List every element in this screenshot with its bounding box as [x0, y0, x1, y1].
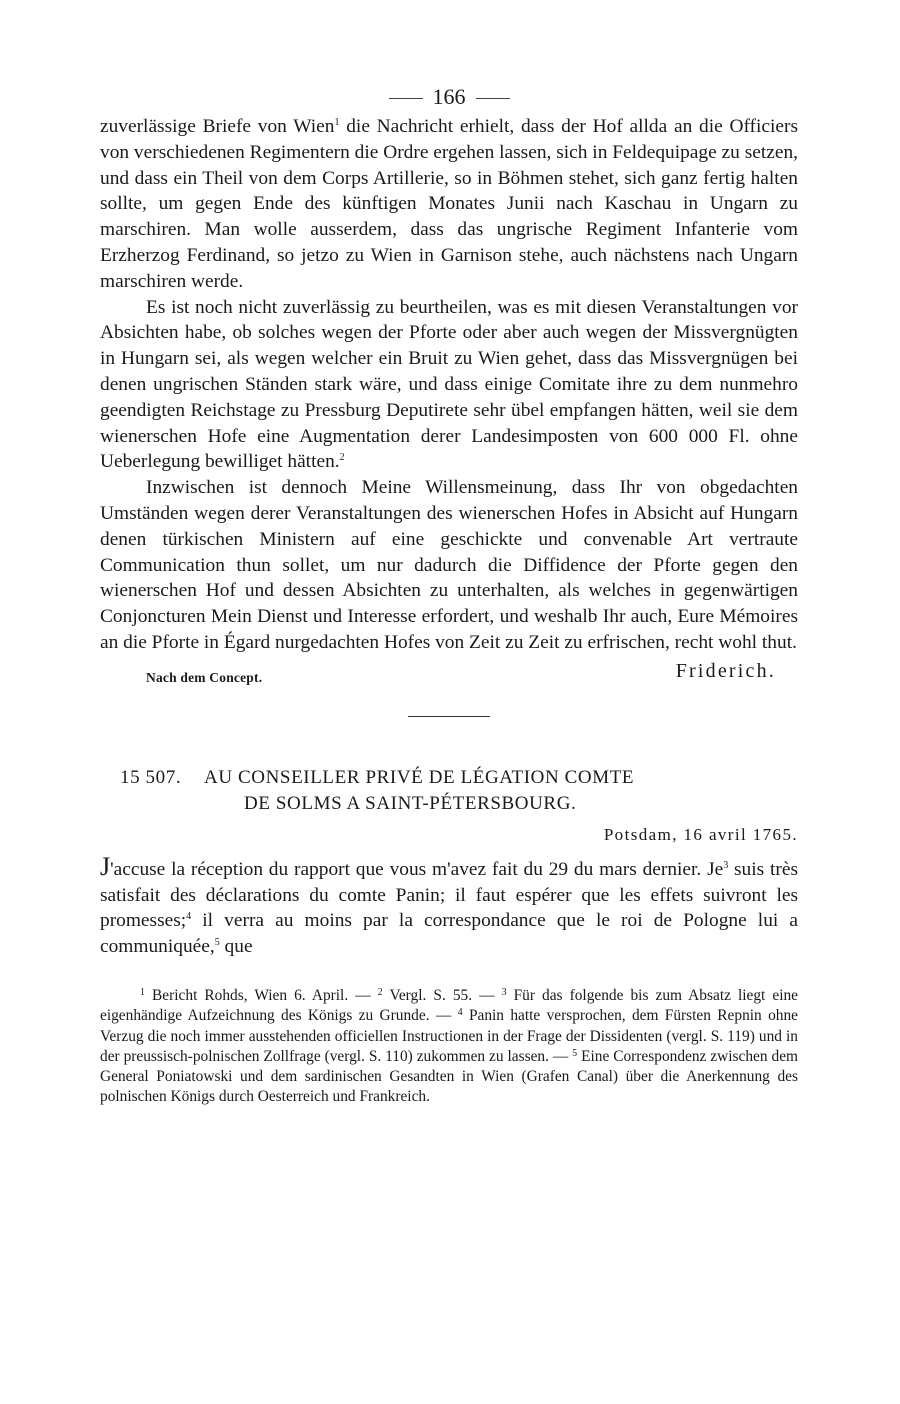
footnote-5: Eine Correspondenz zwischen dem General Poniatowski und dem sardinischen Gesandten in Wien (Grafen Canal) über die Anerkennung des polnischen Königs durch Oesterreich und Frankreich. — [100, 1047, 798, 1106]
initial-letter: J — [100, 851, 111, 881]
letter-body: J'accuse la réception du rapport que vous m'avez fait du 29 du mars dernier. Je$^3$ suis très satisfait des déclarations du comte Panin; il faut espérer que les effets suivront les promesses;$^4$ il verra au moins par la correspondance que le roi de Pologne lui a communiquée,$^5$ que — [100, 851, 798, 958]
footnote-2: Vergl. S. 55. — — [382, 986, 502, 1004]
footnotes — [100, 986, 798, 1108]
signature-row — [100, 660, 798, 690]
footnote-num-1: 1 — [140, 986, 145, 998]
footnote-ref-4: 4 — [186, 911, 192, 923]
footnote-4: Panin hatte versprochen, dem Fürsten Repnin ohne Verzug die noch immer ausstehenden officiellen Instructionen in der Frage der Dissidenten (vergl. S. 119) und in der preussisch-polnischen Zollfrage (vergl. S. 110) zukommen zu lassen. — — [100, 1007, 798, 1065]
footnote-num-4: 4 — [457, 1007, 463, 1019]
header-rule-left — [389, 98, 423, 99]
dateline: Potsdam, 16 avril 1765. — [603, 824, 798, 844]
footnote-ref-5: 5 — [214, 937, 220, 949]
page-header — [100, 80, 798, 114]
footnote-ref-2: 2 — [339, 452, 345, 464]
footnote-3: Für das folgende bis zum Absatz liegt eine eigenhändige Aufzeichnung des Königs zu Grunde. — — [100, 986, 799, 1025]
letter-heading-line1: 15 507. AU CONSEILLER PRIVÉ DE LÉGATION COMTE — [100, 765, 798, 791]
footnote-num-2: 2 — [377, 986, 383, 998]
header-rule-right — [476, 98, 510, 99]
source-note: Nach dem Concept. — [146, 669, 263, 685]
letter-body-previous — [100, 114, 798, 656]
footnote-1: Bericht Rohds, Wien 6. April. — — [145, 986, 378, 1004]
letter-heading-line2: DE SOLMS A SAINT-PÉTERSBOURG. — [244, 792, 577, 814]
paragraph-2: Es ist noch nicht zuverlässig zu beurtheilen, was es mit diesen Veranstaltungen vor Absichten habe, ob solches wegen der Pforte oder aber auch wegen der Missvergnügten in Hungarn sei, als wegen welcher ein Bruit zu Wien gehet, dass das Missvergnügen bei denen ungrischen Ständen stark wäre, und dass einige Comitate ihre zu dem nunmehro geendigten Reichstage zu Pressburg Deputirete sehr übel empfangen hätten, weil sie dem wienerschen Hofe eine Augmentation derer Landesimposten von 600 000 Fl. ohne Ueberlegung bewilliget hätten.$^2$ — [100, 296, 798, 473]
footnote-block — [100, 986, 798, 1108]
section-divider — [408, 716, 490, 717]
paragraph-3: Inzwischen ist dennoch Meine Willensmeinung, dass Ihr von obgedachten Umständen wegen derer Veranstaltungen des wienerschen Hofes in Absicht auf Hungarn denen türkischen Ministern auf eine geschickte und convenable Art vertraute Communication thun sollet, um nur dadurch die Diffidence der Pforte gegen den wienerschen Hof und dessen Absichten zu unterhalten, als welches in gegenwärtigen Conjoncturen Mein Dienst und Interesse erfordert, und weshalb Ihr auch, Eure Mémoires an die Pforte in Égard nurgedachten Hofes von Zeit zu Zeit zu erfrischen, recht wohl thut. — [100, 477, 798, 653]
page-number: 166 — [432, 84, 466, 109]
letter-number: 15 507. — [120, 766, 182, 788]
footnote-ref-3: 3 — [723, 859, 729, 871]
paragraph-1: zuverlässige Briefe von Wien$^1$ die Nachricht erhielt, dass der Hof allda an die Officiers von verschiedenen Regimentern die Ordre ergehen lassen, sich in Feldequipage zu setzen, und dass ein Theil von dem Corps Artillerie, so in Böhmen stehet, sich ganz fertig halten sollte, um gegen Ende des künftigen Monates Junii nach Kaschau in Ungarn zu marschiren. Man wolle ausserdem, dass das ungrische Regiment Infanterie vom Erzherzog Ferdinand, so jetzo zu Wien in Garnison stehe, auch nächstens nach Ungarn marschiren werde. — [100, 116, 799, 292]
book-page — [100, 80, 798, 1108]
footnote-ref-1: 1 — [334, 117, 340, 128]
letter-heading — [100, 765, 798, 817]
footnote-num-3: 3 — [501, 986, 507, 998]
signature: Friderich. — [675, 659, 776, 682]
footnote-num-5: 5 — [572, 1047, 578, 1059]
